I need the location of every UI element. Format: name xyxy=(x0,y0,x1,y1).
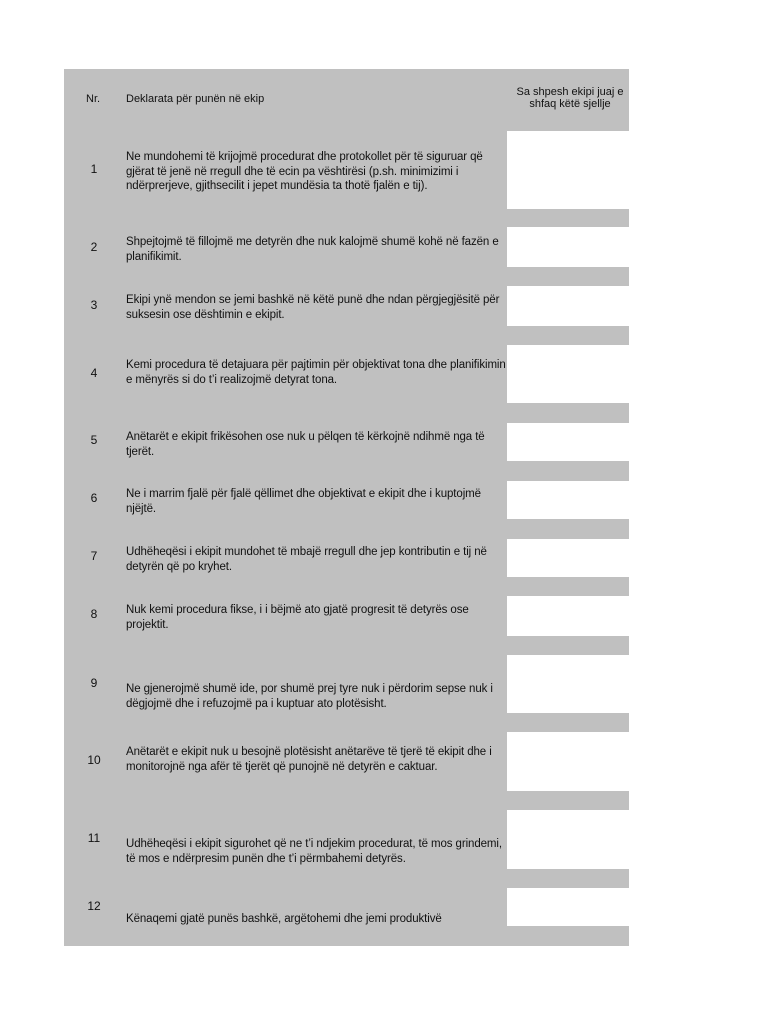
row-statement-7: Udhëheqësi i ekipit mundohet të mbajë rregull dhe jep kontributin e tij në detyrën që po kryhet. xyxy=(126,546,487,573)
row-number-1: 1 xyxy=(90,162,98,176)
answer-cell-5[interactable] xyxy=(507,423,629,461)
row-statement-6: Ne i marrim fjalë për fjalë qëllimet dhe objektivat e ekipit dhe i kuptojmë njëjtë. xyxy=(126,488,481,515)
answer-cell-11[interactable] xyxy=(507,810,629,869)
answer-cell-12[interactable] xyxy=(507,888,629,926)
answer-cell-10[interactable] xyxy=(507,732,629,791)
row-number-2: 2 xyxy=(90,240,98,254)
answer-cell-6[interactable] xyxy=(507,481,629,519)
row-number-11: 11 xyxy=(87,831,101,845)
answer-cell-1[interactable] xyxy=(507,131,629,209)
row-number-7: 7 xyxy=(90,549,98,563)
row-statement-3: Ekipi ynë mendon se jemi bashkë në këtë punë dhe ndan përgjegjësitë për suksesin ose dështimin e ekipit. xyxy=(126,294,500,321)
row-number-9: 9 xyxy=(90,676,98,690)
row-number-4: 4 xyxy=(90,366,98,380)
row-number-6: 6 xyxy=(90,491,98,505)
row-statement-10: Anëtarët e ekipit nuk u besojnë plotësisht anëtarëve të tjerë të ekipit dhe i monitorojnë nga afër të tjerët që punojnë në detyrën e caktuar. xyxy=(126,746,492,773)
row-number-5: 5 xyxy=(90,433,98,447)
answer-cell-3[interactable] xyxy=(507,286,629,326)
survey-table xyxy=(64,69,629,946)
row-number-12: 12 xyxy=(87,899,101,913)
row-statement-8: Nuk kemi procedura fikse, i i bëjmë ato gjatë progresit të detyrës ose projektit. xyxy=(126,604,469,631)
answer-cell-4[interactable] xyxy=(507,345,629,403)
row-statement-4: Kemi procedura të detajuara për pajtimin për objektivat tona dhe planifikimin e mënyrës si do t’i realizojmë detyrat tona. xyxy=(126,359,506,386)
header-frequency: Sa shpesh ekipi juaj e shfaq këtë sjellje xyxy=(516,86,624,110)
answer-cell-2[interactable] xyxy=(507,227,629,267)
row-statement-9: Ne gjenerojmë shumë ide, por shumë prej tyre nuk i përdorim sepse nuk i dëgjojmë dhe i refuzojmë pa i kuptuar ato plotësisht. xyxy=(126,683,493,710)
row-statement-5: Anëtarët e ekipit frikësohen ose nuk u pëlqen të kërkojnë ndihmë nga të tjerët. xyxy=(126,431,485,458)
answer-cell-7[interactable] xyxy=(507,539,629,577)
row-number-8: 8 xyxy=(90,607,98,621)
header-statement: Deklarata për punën në ekip xyxy=(126,93,265,105)
row-statement-1: Ne mundohemi të krijojmë procedurat dhe protokollet për të siguruar që gjërat të jenë në rregull dhe të ecin pa vështirësi (p.sh. minimizimi i ndërprerjeve, gjithsecilit i jepet mundësia ta thotë fjalën e tij). xyxy=(126,151,483,192)
row-statement-11: Udhëheqësi i ekipit sigurohet që ne t’i ndjekim procedurat, të mos grindemi, të mos e ndërpresim punën dhe t’i përmbahemi detyrës. xyxy=(126,838,502,865)
row-statement-2: Shpejtojmë të fillojmë me detyrën dhe nuk kalojmë shumë kohë në fazën e planifikimit. xyxy=(126,236,499,263)
answer-cell-8[interactable] xyxy=(507,596,629,636)
row-number-10: 10 xyxy=(87,753,101,767)
answer-cell-9[interactable] xyxy=(507,655,629,713)
header-number: Nr. xyxy=(86,93,101,105)
row-statement-12: Kënaqemi gjatë punës bashkë, argëtohemi dhe jemi produktivë xyxy=(126,913,442,925)
row-number-3: 3 xyxy=(90,298,98,312)
